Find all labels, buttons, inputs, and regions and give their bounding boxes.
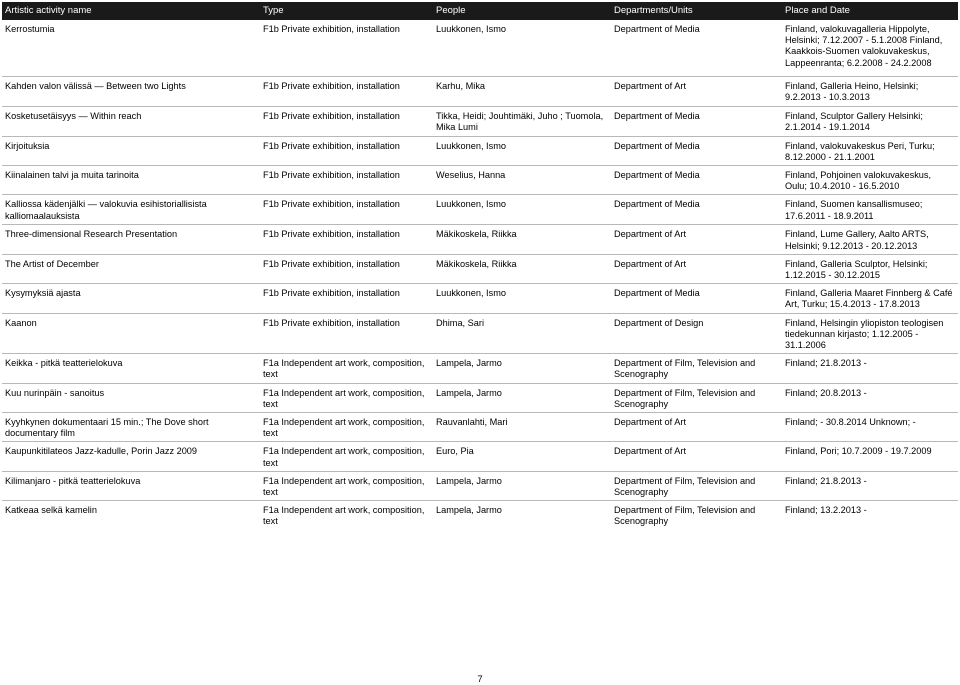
activity-name-cell: Kuu nurinpäin - sanoitus xyxy=(2,383,260,412)
people-cell: Lampela, Jarmo xyxy=(433,383,611,412)
table-row xyxy=(2,76,958,106)
people-cell: Weselius, Hanna xyxy=(433,165,611,194)
type-cell: F1a Independent art work, composition, text xyxy=(263,505,425,527)
department-cell: Department of Art xyxy=(611,225,782,254)
people-cell: Luukkonen, Ismo xyxy=(433,136,611,165)
people-cell: Luukkonen, Ismo xyxy=(433,195,611,225)
department-cell: Department of Media xyxy=(611,106,782,136)
people-cell: Tikka, Heidi; Jouhtimäki, Juho ; Tuomola, Mika Lumi xyxy=(433,106,611,136)
people-cell: Lampela, Jarmo xyxy=(436,505,502,516)
place-date-cell: Finland, valokuvakeskus Peri, Turku; 8.12.2000 - 21.1.2001 xyxy=(782,136,958,165)
type-cell: F1a Independent art work, composition, text xyxy=(260,471,433,500)
department-cell: Department of Media xyxy=(611,284,782,313)
table-row xyxy=(2,106,958,136)
column-header-place-date: Place and Date xyxy=(782,2,958,20)
place-date-cell: Finland, Pori; 10.7.2009 - 19.7.2009 xyxy=(782,442,958,471)
type-cell: F1b Private exhibition, installation xyxy=(260,76,433,106)
place-date-cell: Finland, Helsingin yliopiston teologisen tiedekunnan kirjasto; 1.12.2005 - 31.1.2006 xyxy=(782,313,958,354)
place-date-cell: Finland; 20.8.2013 - xyxy=(782,383,958,412)
people-cell: Luukkonen, Ismo xyxy=(433,20,611,76)
activity-name-cell: Three-dimensional Research Presentation xyxy=(2,225,260,254)
type-cell: F1a Independent art work, composition, text xyxy=(260,383,433,412)
place-date-cell: Finland, valokuvagalleria Hippolyte, Helsinki; 7.12.2007 - 5.1.2008 Finland, Kaakkois-Suomen valokuvakeskus, Lappeenranta; 6.2.2008 - 24.2.2008 xyxy=(782,20,958,76)
activity-name-cell: Kalliossa kädenjälki — valokuvia esihistoriallisista kalliomaalauksista xyxy=(2,195,260,225)
place-date-cell: Finland, Galleria Maaret Finnberg & Café Art, Turku; 15.4.2013 - 17.8.2013 xyxy=(782,284,958,313)
place-date-cell: Finland, Sculptor Gallery Helsinki; 2.1.2014 - 19.1.2014 xyxy=(782,106,958,136)
department-cell: Department of Art xyxy=(611,442,782,471)
table-row xyxy=(2,195,958,225)
department-cell: Department of Art xyxy=(611,76,782,106)
activity-name-cell: Kysymyksiä ajasta xyxy=(2,284,260,313)
type-cell: F1b Private exhibition, installation xyxy=(260,195,433,225)
department-cell: Department of Film, Television and Scenography xyxy=(611,383,782,412)
table-row xyxy=(2,225,958,254)
department-cell: Department of Film, Television and Scenography xyxy=(614,505,756,527)
table-row xyxy=(2,471,958,500)
table-row xyxy=(2,284,958,313)
place-date-cell: Finland, Suomen kansallismuseo; 17.6.2011 - 18.9.2011 xyxy=(782,195,958,225)
people-cell: Dhima, Sari xyxy=(433,313,611,354)
people-cell: Euro, Pia xyxy=(433,442,611,471)
activity-name-cell: Kilimanjaro - pitkä teatterielokuva xyxy=(2,471,260,500)
column-header-activity-name: Artistic activity name xyxy=(2,2,260,20)
type-cell: F1b Private exhibition, installation xyxy=(260,313,433,354)
activity-name-cell: Keikka - pitkä teatterielokuva xyxy=(2,354,260,383)
department-cell: Department of Media xyxy=(611,136,782,165)
place-date-cell: Finland; 13.2.2013 - xyxy=(785,505,867,516)
table-row xyxy=(2,20,958,76)
department-cell: Department of Art xyxy=(611,412,782,441)
people-cell: Luukkonen, Ismo xyxy=(433,284,611,313)
table-row xyxy=(2,354,958,383)
place-date-cell: Finland, Lume Gallery, Aalto ARTS, Helsinki; 9.12.2013 - 20.12.2013 xyxy=(782,225,958,254)
people-cell: Karhu, Mika xyxy=(433,76,611,106)
place-date-cell: Finland, Galleria Sculptor, Helsinki; 1.12.2015 - 30.12.2015 xyxy=(782,254,958,283)
people-cell: Lampela, Jarmo xyxy=(433,354,611,383)
activity-name-cell: Kyyhkynen dokumentaari 15 min.; The Dove short documentary film xyxy=(2,412,260,441)
table-header-row xyxy=(2,2,958,20)
type-cell: F1b Private exhibition, installation xyxy=(260,136,433,165)
table-row xyxy=(2,313,958,354)
table-row xyxy=(2,442,958,471)
table-row xyxy=(2,136,958,165)
department-cell: Department of Media xyxy=(611,195,782,225)
table-row xyxy=(2,254,958,283)
people-cell: Mäkikoskela, Riikka xyxy=(433,225,611,254)
place-date-cell: Finland; - 30.8.2014 Unknown; - xyxy=(782,412,958,441)
type-cell: F1a Independent art work, composition, text xyxy=(260,442,433,471)
people-cell: Mäkikoskela, Riikka xyxy=(433,254,611,283)
place-date-cell: Finland; 21.8.2013 - xyxy=(782,471,958,500)
type-cell: F1b Private exhibition, installation xyxy=(260,165,433,194)
department-cell: Department of Art xyxy=(611,254,782,283)
column-header-people: People xyxy=(433,2,611,20)
people-cell: Rauvanlahti, Mari xyxy=(433,412,611,441)
type-cell: F1b Private exhibition, installation xyxy=(260,106,433,136)
column-header-type: Type xyxy=(260,2,433,20)
place-date-cell: Finland, Pohjoinen valokuvakeskus, Oulu; 10.4.2010 - 16.5.2010 xyxy=(782,165,958,194)
department-cell: Department of Design xyxy=(611,313,782,354)
artistic-activity-table xyxy=(2,2,958,530)
department-cell: Department of Film, Television and Scenography xyxy=(611,354,782,383)
type-cell: F1a Independent art work, composition, text xyxy=(260,412,433,441)
table-row xyxy=(2,383,958,412)
type-cell: F1b Private exhibition, installation xyxy=(260,225,433,254)
activity-name-cell: Kerrostumia xyxy=(2,20,260,76)
table-row xyxy=(2,165,958,194)
table-row xyxy=(2,412,958,441)
type-cell: F1a Independent art work, composition, text xyxy=(260,354,433,383)
column-header-departments: Departments/Units xyxy=(611,2,782,20)
department-cell: Department of Film, Television and Scenography xyxy=(611,471,782,500)
table-row xyxy=(2,501,958,530)
type-cell: F1b Private exhibition, installation xyxy=(260,254,433,283)
activity-name-cell: Kosketusetäisyys — Within reach xyxy=(2,106,260,136)
activity-name-cell: Katkeaa selkä kamelin xyxy=(5,505,97,516)
department-cell: Department of Media xyxy=(611,20,782,76)
type-cell: F1b Private exhibition, installation xyxy=(260,284,433,313)
activity-name-cell: Kaanon xyxy=(2,313,260,354)
activity-name-cell: The Artist of December xyxy=(2,254,260,283)
activity-name-cell: Kahden valon välissä — Between two Lights xyxy=(2,76,260,106)
activity-name-cell: Kiinalainen talvi ja muita tarinoita xyxy=(2,165,260,194)
department-cell: Department of Media xyxy=(611,165,782,194)
page-number: 7 xyxy=(477,674,483,685)
people-cell: Lampela, Jarmo xyxy=(433,471,611,500)
place-date-cell: Finland, Galleria Heino, Helsinki; 9.2.2013 - 10.3.2013 xyxy=(782,76,958,106)
place-date-cell: Finland; 21.8.2013 - xyxy=(782,354,958,383)
type-cell: F1b Private exhibition, installation xyxy=(260,20,433,76)
activity-name-cell: Kaupunkitilateos Jazz-kadulle, Porin Jazz 2009 xyxy=(2,442,260,471)
activity-name-cell: Kirjoituksia xyxy=(2,136,260,165)
